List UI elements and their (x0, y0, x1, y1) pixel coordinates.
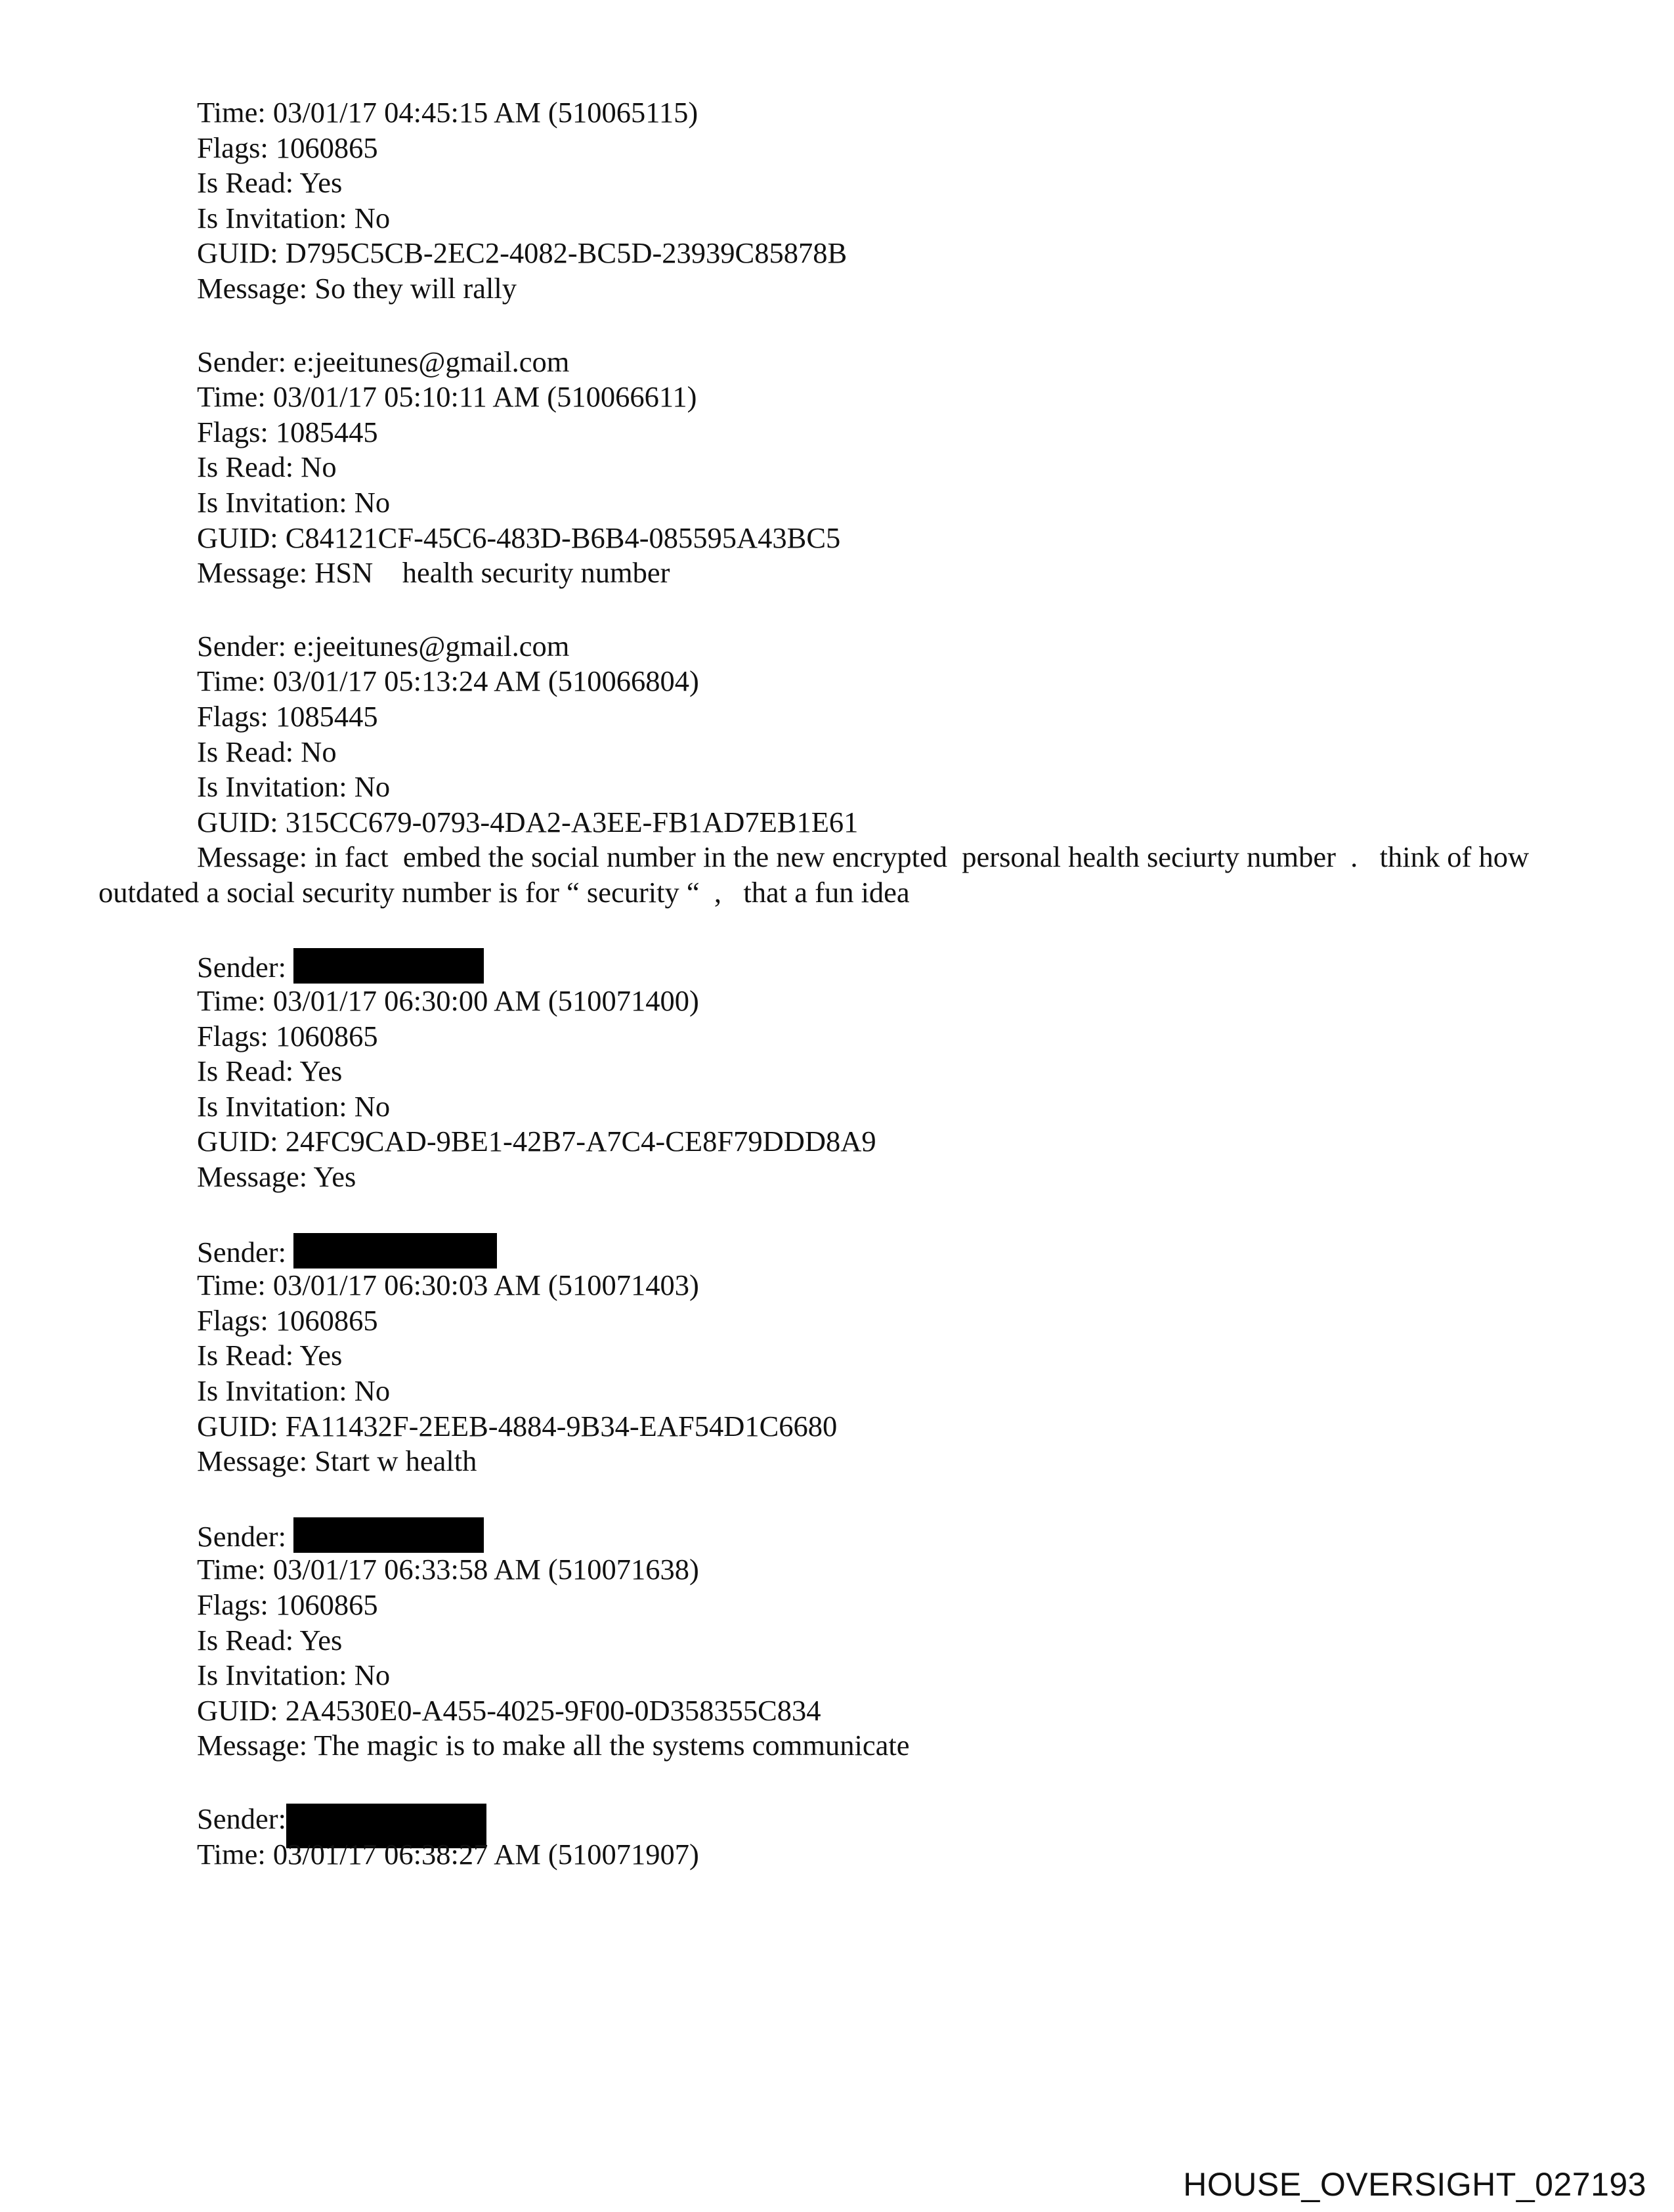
record-time: Time: 03/01/17 04:45:15 AM (510065115) (197, 96, 698, 129)
record-message: Message: in fact embed the social number in the new encrypted personal health seciurty number . think of how outdated a social security number is for “ security “ , that a fun idea (98, 840, 1537, 909)
record-is-invitation: Is Invitation: No (197, 201, 391, 234)
record-is-invitation: Is Invitation: No (197, 1374, 391, 1407)
record-sender: Sender: e:jeeitunes@gmail.com (197, 345, 570, 378)
record-is-invitation: Is Invitation: No (197, 1089, 391, 1123)
record-is-invitation: Is Invitation: No (197, 485, 391, 519)
message-records (98, 95, 1576, 1910)
message-record (197, 1233, 1576, 1479)
record-time: Time: 03/01/17 06:30:03 AM (510071403) (197, 1269, 699, 1302)
record-flags: Flags: 1060865 (197, 1019, 378, 1052)
record-guid: GUID: 24FC9CAD-9BE1-42B7-A7C4-CE8F79DDD8A9 (197, 1125, 876, 1158)
record-sender-label: Sender: (197, 951, 286, 984)
bates-number: HOUSE_OVERSIGHT_027193 (1183, 2166, 1646, 2203)
record-message: Message: So they will rally (197, 271, 517, 305)
message-record (197, 1517, 1576, 1764)
record-time: Time: 03/01/17 06:30:00 AM (510071400) (197, 984, 699, 1018)
message-record (197, 1802, 1576, 1872)
record-is-invitation: Is Invitation: No (197, 1659, 391, 1692)
record-sender: Sender: e:jeeitunes@gmail.com (197, 629, 570, 662)
record-guid: GUID: 2A4530E0-A455-4025-9F00-0D358355C834 (197, 1693, 821, 1727)
record-message: Message: The magic is to make all the systems communicate (197, 1729, 910, 1762)
record-message: Message: Yes (197, 1160, 356, 1194)
message-record (197, 948, 1576, 1194)
record-time: Time: 03/01/17 05:13:24 AM (510066804) (197, 664, 699, 698)
record-sender-line (197, 948, 1576, 984)
record-time: Time: 03/01/17 06:38:27 AM (510071907) (197, 1837, 699, 1871)
message-record (197, 95, 1576, 307)
record-flags: Flags: 1085445 (197, 699, 378, 733)
message-record (197, 345, 1576, 591)
record-time: Time: 03/01/17 06:33:58 AM (510071638) (197, 1553, 699, 1586)
record-time: Time: 03/01/17 05:10:11 AM (510066611) (197, 380, 697, 414)
record-is-read: Is Read: Yes (197, 1054, 343, 1088)
record-is-read: Is Read: No (197, 450, 337, 484)
record-flags: Flags: 1085445 (197, 415, 378, 448)
redaction-box (293, 1517, 484, 1553)
record-sender-line (197, 1233, 1576, 1269)
record-sender-line (197, 1517, 1576, 1553)
record-guid: GUID: C84121CF-45C6-483D-B6B4-085595A43BC5 (197, 521, 841, 554)
redaction-box (293, 1233, 497, 1269)
record-is-read: Is Read: Yes (197, 166, 343, 200)
record-flags: Flags: 1060865 (197, 1303, 378, 1337)
redaction-box (293, 948, 484, 984)
record-sender-line (197, 1802, 1576, 1837)
record-is-invitation: Is Invitation: No (197, 770, 391, 804)
record-guid: GUID: 315CC679-0793-4DA2-A3EE-FB1AD7EB1E61 (197, 805, 859, 838)
message-record (98, 629, 1576, 911)
record-is-read: Is Read: Yes (197, 1623, 343, 1657)
record-sender-label: Sender: (197, 1519, 286, 1553)
record-guid: GUID: FA11432F-2EEB-4884-9B34-EAF54D1C6680 (197, 1409, 838, 1442)
record-flags: Flags: 1060865 (197, 1588, 378, 1621)
record-is-read: Is Read: Yes (197, 1339, 343, 1372)
record-guid: GUID: D795C5CB-2EC2-4082-BC5D-23939C85878B (197, 236, 848, 270)
record-is-read: Is Read: No (197, 735, 337, 768)
record-flags: Flags: 1060865 (197, 131, 378, 164)
record-sender-label: Sender: (197, 1802, 286, 1835)
record-message: Message: HSN health security number (197, 556, 670, 590)
record-sender-label: Sender: (197, 1235, 286, 1269)
record-message: Message: Start w health (197, 1444, 477, 1478)
